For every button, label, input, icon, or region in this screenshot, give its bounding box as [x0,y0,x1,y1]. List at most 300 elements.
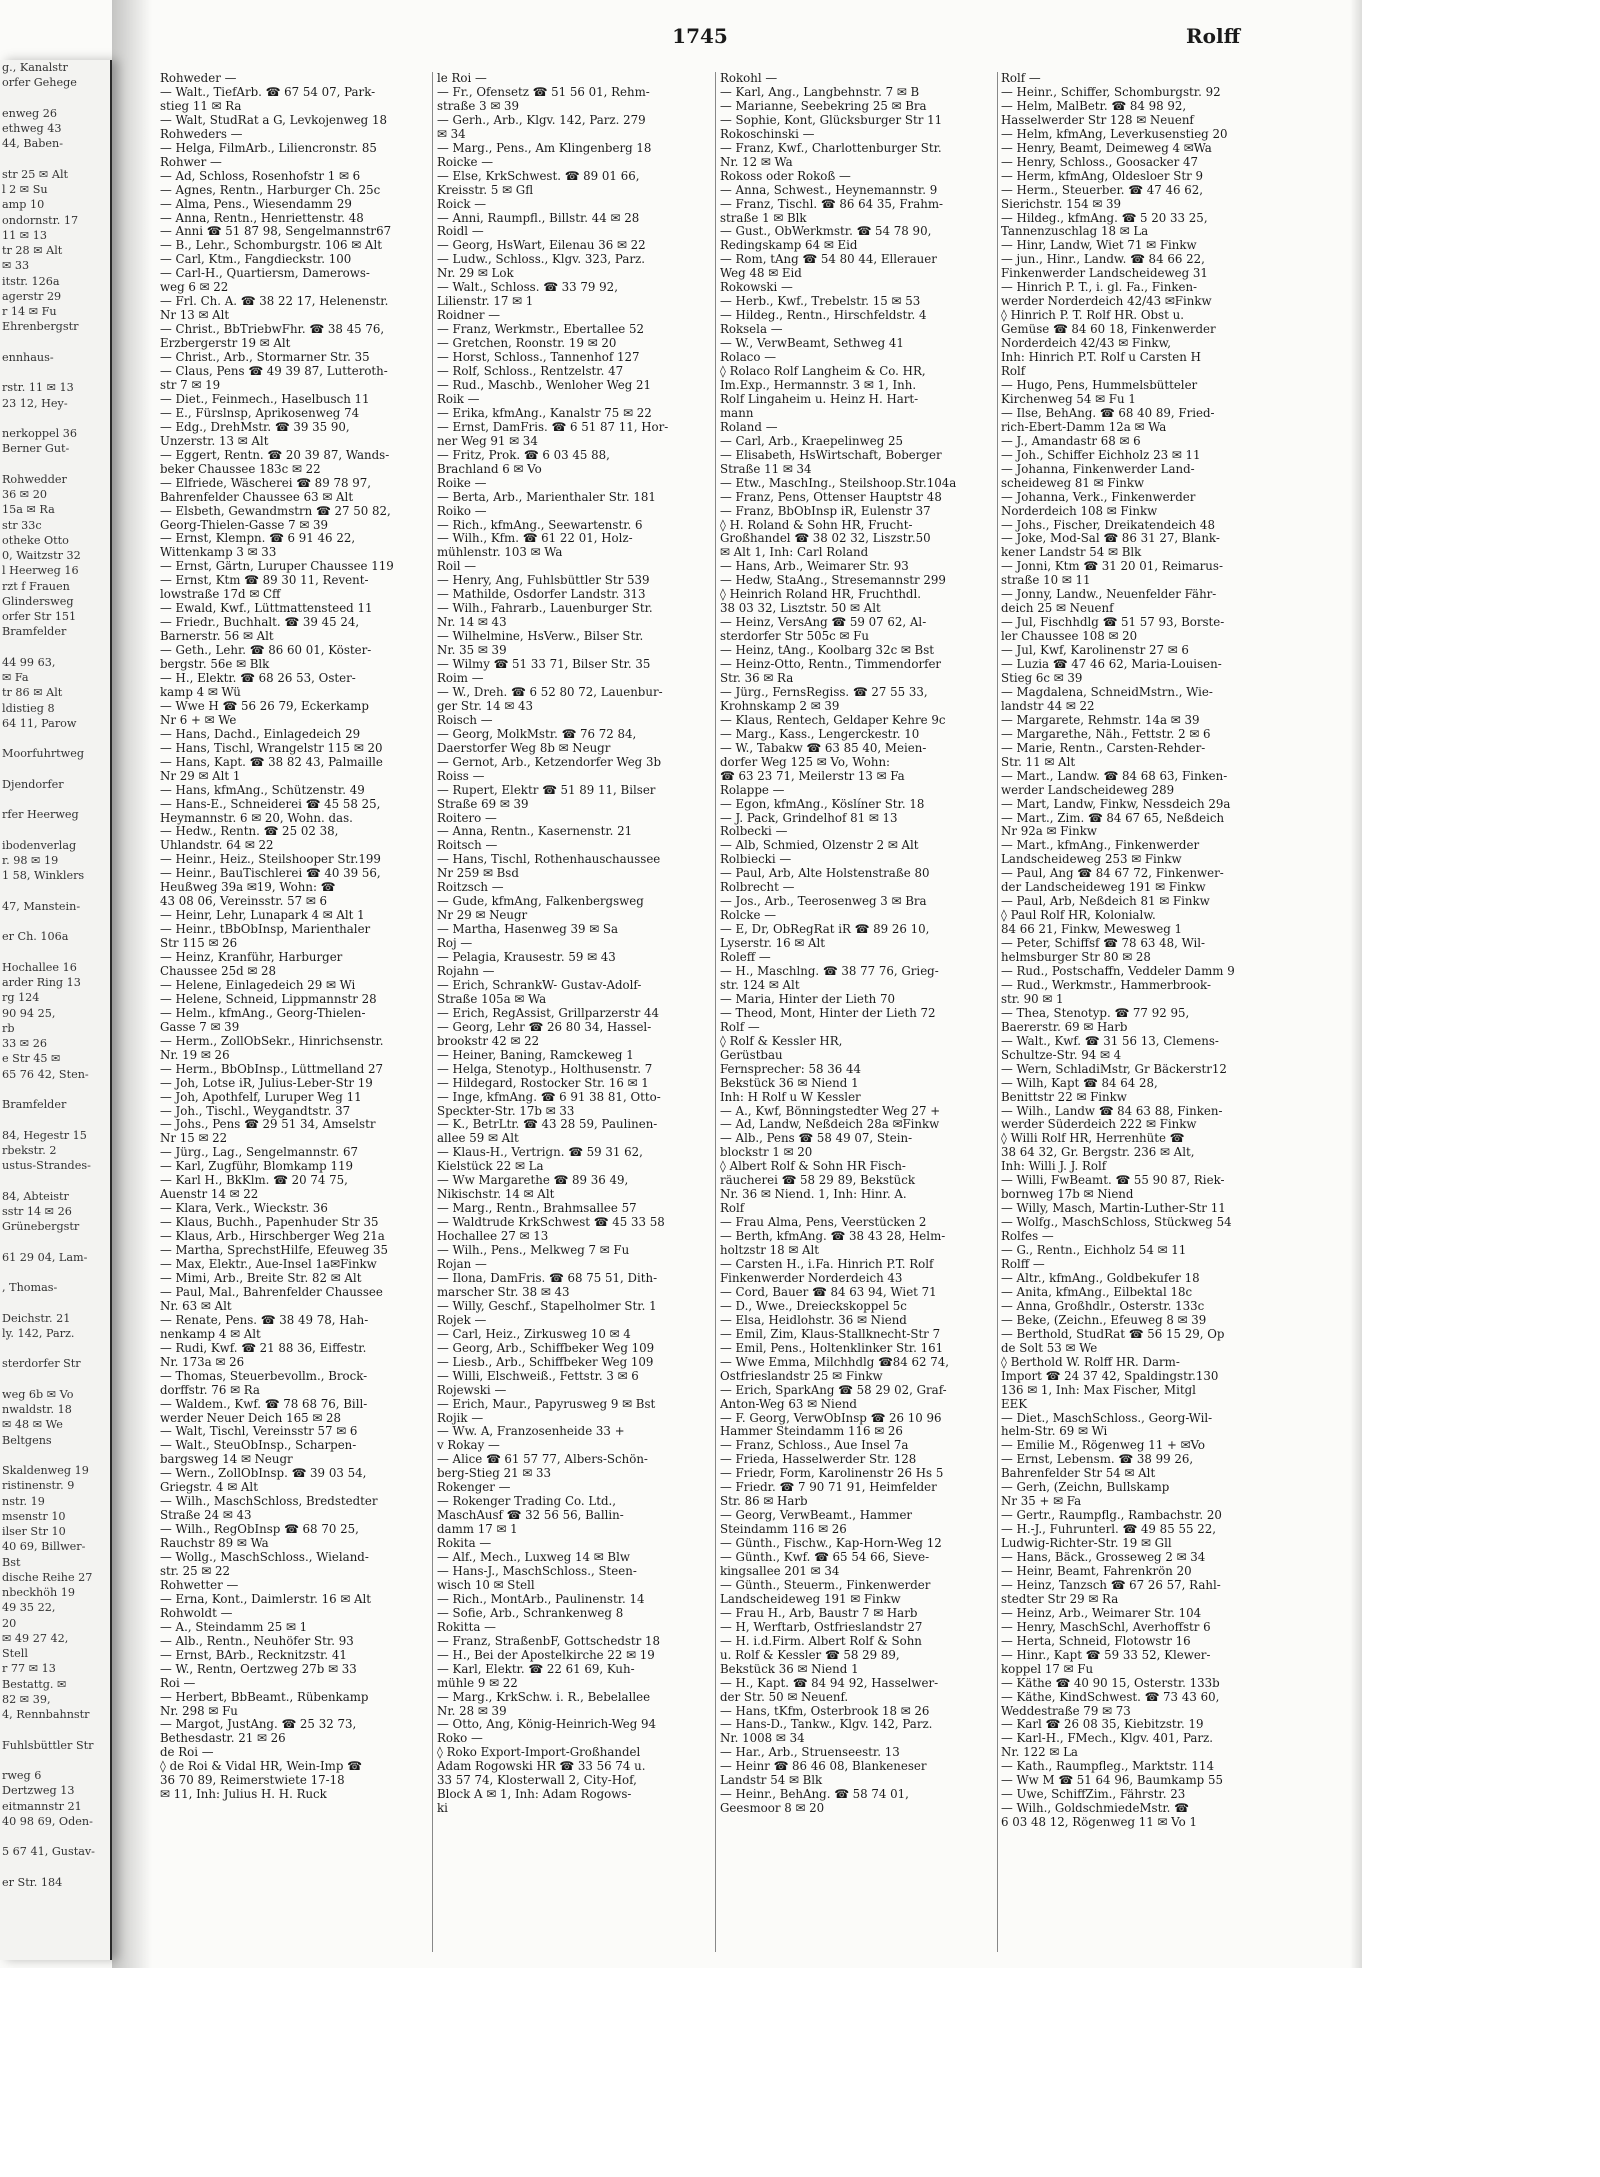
directory-entry-line: — Karl H., BkKlm. ☎ 20 74 75, [160,1174,348,1188]
directory-entry-line: — Emilie M., Rögenweg 11 + ✉Vo [1001,1439,1206,1453]
directory-entry-line: — Mart., Landw. ☎ 84 68 63, Finken- [1001,769,1228,783]
directory-entry-line: — Rokenger Trading Co. Ltd., [437,1495,616,1509]
directory-entry-line: — Wilmy ☎ 51 33 71, Bilser Str. 35 [437,658,651,672]
directory-entry-line: Str 115 ✉ 26 [160,937,238,951]
directory-entry-line: — Egon, kfmAng., Köslíner Str. 18 [720,797,925,811]
directory-entry-line: — Helga, FilmArb., Liliencronstr. 85 [160,141,377,155]
directory-entry-line: Heußweg 39a ✉19, Wohn: ☎ [160,881,336,895]
previous-page-line: rzt f Frauen [2,579,70,593]
previous-page-line: Fuhlsbüttler Str [2,1738,94,1752]
directory-entry-line: — Berthold, StudRat ☎ 56 15 29, Op [1001,1327,1225,1341]
previous-page-line: ustus-Strandes- [2,1159,91,1172]
column-rule [432,72,433,1952]
previous-page-line: ilser Str 10 [2,1525,66,1538]
directory-entry-line: Roiss — [437,769,485,783]
directory-entry-line: — Diet., MaschSchloss., Georg-Wil- [1001,1411,1213,1425]
directory-entry-line: — Anni ☎ 51 87 98, Sengelmannstr67 [160,225,392,239]
directory-entry-line: Daerstorfer Weg 8b ✉ Neugr [437,741,611,755]
directory-entry-line: — Joh, Lotse iR, Julius-Leber-Str 19 [160,1076,373,1090]
directory-entry-line: Ludwig-Richter-Str. 19 ✉ Gll [1001,1537,1172,1551]
directory-entry-line: kener Landstr 54 ✉ Blk [1001,546,1142,560]
directory-entry-line: Straße 69 ✉ 39 [437,797,529,811]
directory-entry-line: — K., BetrLtr. ☎ 43 28 59, Paulinen- [437,1118,658,1132]
directory-entry-line: Unzerstr. 13 ✉ Alt [160,434,269,448]
previous-page-line [0,914,110,929]
previous-page-line: nwaldstr. 18 [2,1403,72,1416]
previous-page-line: Bramfelder [2,1098,67,1111]
directory-entry-line: Roland — [720,420,778,434]
directory-entry-line: — Fritz, Prok. ☎ 6 03 45 88, [437,448,610,462]
directory-entry-line: Wittenkamp 3 ✉ 33 [160,546,277,560]
directory-entry-line: — Klaus, Buchh., Papenhuder Str 35 [160,1216,379,1230]
directory-entry-line: Kielstück 22 ✉ La [437,1160,544,1174]
directory-entry-line: Straße 105a ✉ Wa [437,992,547,1006]
directory-entry-line: — Frl. Ch. A. ☎ 38 22 17, Helenenstr. [160,295,389,309]
previous-page-line: 44, Baben- [2,137,64,151]
previous-page-line [0,1234,110,1249]
directory-entry-line: — Heinz, tAng., Koolbarg 32c ✉ Bst [720,644,935,658]
previous-page-line [0,1112,110,1127]
directory-entry-line: — Hans-D., Tankw., Klgv. 142, Parz. [720,1718,933,1732]
directory-entry-line: Roim — [437,671,484,685]
previous-page-line [0,1753,110,1768]
directory-entry-line: — Rom, tAng ☎ 54 80 44, Ellerauer [720,253,937,267]
directory-entry-line: — Hedw, StaAng., Stresemannstr 299 [720,574,946,588]
directory-entry-line: Rohwoldt — [160,1606,233,1620]
directory-entry-line: scheideweg 81 ✉ Finkw [1001,476,1145,490]
directory-entry-line: Inh: Hinrich P.T. Rolf u Carsten H [1001,351,1201,365]
directory-entry-line: — Käthe, KindSchwest. ☎ 73 43 60, [1001,1690,1220,1704]
previous-page-line: rg 124 [2,991,40,1005]
directory-entry-line: bargsweg 14 ✉ Neugr [160,1453,293,1467]
directory-entry-line: — Diet., Feinmech., Haselbusch 11 [160,392,370,406]
directory-entry-line: Rolf Lingaheim u. Heinz H. Hart- [720,392,919,406]
directory-entry-line: — Anna, Schwest., Heynemannstr. 9 [720,183,938,197]
directory-entry-line: — Mart., Zim. ☎ 84 67 65, Neßdeich [1001,811,1225,825]
directory-entry-line: — Karl-H., FMech., Klgv. 401, Parz. [1001,1732,1213,1746]
directory-entry-line: Inh: H Rolf u W Kessler [720,1090,861,1104]
directory-entry-line: — Wilhelmine, HsVerw., Bilser Str. [437,630,644,644]
directory-entry-line: — Wwe Emma, Milchhdlg ☎84 62 74, [720,1355,950,1369]
previous-page-line: 11 ✉ 13 [2,228,47,242]
running-head: Rolff [1186,24,1240,48]
previous-page-line: rb [2,1021,15,1035]
directory-entry-line: — Hans, kfmAng., Schützenstr. 49 [160,783,365,797]
directory-entry-line: — D., Wwe., Dreieckskoppel 5c [720,1299,907,1313]
directory-entry-line: Nr 35 + ✉ Fa [1001,1495,1082,1509]
directory-entry-line: — Herm., BbObInsp., Lüttmelland 27 [160,1062,384,1076]
directory-entry-line: — Jürg., FernsRegiss. ☎ 27 55 33, [720,685,928,699]
directory-entry-line: Fernsprecher: 58 36 44 [720,1062,862,1076]
directory-entry-line: — Alb, Schmied, Olzenstr 2 ✉ Alt [720,839,919,853]
directory-entry-line: — H., Bei der Apostelkirche 22 ✉ 19 [437,1648,655,1662]
directory-entry-line: — Walt, Tischl, Vereinsstr 57 ✉ 6 [160,1425,358,1439]
directory-entry-line: — Rud., Maschb., Wenloher Weg 21 [437,378,652,392]
directory-entry-line: Tannenzuschlag 18 ✉ La [1001,225,1149,239]
directory-entry-line: — Ernst, Klempn. ☎ 6 91 46 22, [160,532,356,546]
previous-page-line: ldistieg 8 [2,701,55,715]
directory-entry-line: — Franz, Pens, Ottenser Hauptstr 48 [720,490,942,504]
directory-entry-line: — W., VerwBeamt, Sethweg 41 [720,337,904,351]
directory-entry-line: sterdorfer Str 505c ✉ Fu [720,630,869,644]
previous-page-line: Beltgens [2,1433,52,1447]
directory-entry-line: str. 124 ✉ Alt [720,978,800,992]
directory-entry-line: Str. 11 ✉ Alt [1001,755,1076,769]
directory-entry-line: — Elisabeth, HsWirtschaft, Boberger [720,448,942,462]
directory-entry-line: Nikischstr. 14 ✉ Alt [437,1188,555,1202]
directory-column-1 [160,72,428,1952]
directory-entry-line: — Klara, Verk., Wieckstr. 36 [160,1202,328,1216]
previous-page-line [0,1722,110,1737]
directory-entry-line: — Ernst, DamFris. ☎ 6 51 87 11, Hor- [437,420,669,434]
directory-entry-line: — Anna, Großhdlr., Osterstr. 133c [1001,1299,1205,1313]
directory-entry-line: weg 6 ✉ 22 [160,281,229,295]
directory-entry-line: — Helga, Stenotyp., Holthusenstr. 7 [437,1062,653,1076]
directory-column-3 [720,72,992,1952]
directory-entry-line: — Wern., ZollObInsp. ☎ 39 03 54, [160,1467,367,1481]
directory-entry-line: Redingskamp 64 ✉ Eid [720,239,858,253]
directory-entry-line: Str. 36 ✉ Ra [720,671,794,685]
previous-page-line: otheke Otto [2,533,69,547]
previous-page-line [0,1372,110,1387]
directory-entry-line: — Walt, StudRat a G, Levkojenweg 18 [160,113,387,127]
directory-entry-line: — Frau H., Arb, Baustr 7 ✉ Harb [720,1606,918,1620]
directory-entry-line: Schultze-Str. 94 ✉ 4 [1001,1048,1122,1062]
directory-entry-line: Roidner — [437,309,501,323]
directory-entry-line: Rojek — [437,1313,487,1327]
directory-entry-line: — Willy, Geschf., Stapelholmer Str. 1 [437,1299,657,1313]
directory-entry-line: — Johanna, Finkenwerder Land- [1001,462,1195,476]
directory-entry-line: — Helene, Schneid, Lippmannstr 28 [160,992,377,1006]
directory-entry-line: Rolbrecht — [720,881,795,895]
directory-entry-line: — Joh., Schiffer Eichholz 23 ✉ 11 [1001,448,1201,462]
previous-page-line: ennhaus- [2,350,54,364]
directory-entry-line: — Joh., Tischl., Weygandtstr. 37 [160,1104,351,1118]
directory-entry-line: Nr. 1008 ✉ 34 [720,1732,805,1746]
directory-entry-line: — Henry, Schloss., Goosacker 47 [1001,155,1199,169]
directory-entry-line: — Herbert, BbBeamt., Rübenkamp [160,1690,369,1704]
previous-page-line: 33 ✉ 26 [2,1037,47,1050]
directory-entry-line: — Wilh., Pens., Melkweg 7 ✉ Fu [437,1244,630,1258]
directory-entry-line: — Rudi, Kwf. ☎ 21 88 36, Eiffestr. [160,1341,367,1355]
directory-entry-line: — Elfriede, Wäscherei ☎ 89 78 97, [160,476,371,490]
previous-page-line [0,91,110,106]
directory-entry-line: Erzbergerstr 19 ✉ Alt [160,337,291,351]
previous-page-line: 0, Waitzstr 32 [2,549,81,562]
directory-entry-line: — Johanna, Verk., Finkenwerder [1001,490,1196,504]
directory-entry-line: — Heinr ☎ 86 46 08, Blankeneser [720,1760,927,1774]
directory-entry-line: — Willi, Elschweiß., Fettstr. 3 ✉ 6 [437,1369,639,1383]
previous-page-line [0,1341,110,1356]
directory-entry-line: — Hildeg., Rentn., Hirschfeldstr. 4 [720,309,927,323]
directory-entry-line: — H. i.d.Firm. Albert Rolf & Sohn [720,1634,922,1648]
directory-entry-line: bornweg 17b ✉ Niend [1001,1188,1134,1202]
previous-page-line: 40 69, Billwer- [2,1540,86,1554]
previous-page-line: 44 99 63, [2,655,56,669]
directory-entry-line: Hasselwerder Str 128 ✉ Neuenf [1001,113,1194,127]
directory-entry-line: — Mart., kfmAng., Finkenwerder [1001,839,1200,853]
directory-entry-line: — Klaus-H., Vertrign. ☎ 59 31 62, [437,1146,643,1160]
directory-entry-line: — Friedr., Buchhalt. ☎ 39 45 24, [160,616,360,630]
directory-entry-line: Nr 13 ✉ Alt [160,309,230,323]
directory-entry-line: Lilienstr. 17 ✉ 1 [437,295,534,309]
previous-page-line: Dertzweg 13 [2,1784,75,1798]
directory-entry-line: — Waldem., Kwf. ☎ 78 68 76, Bill- [160,1397,368,1411]
directory-entry-line: — Hans, Tischl, Rothenhauschaussee [437,853,661,867]
directory-entry-line: stieg 11 ✉ Ra [160,99,242,113]
previous-page-line: er Ch. 106a [2,930,69,944]
directory-entry-line: — Heinz, Tanzsch ☎ 67 26 57, Rahl- [1001,1578,1221,1592]
directory-entry-line: Landscheideweg 191 ✉ Finkw [720,1592,901,1606]
directory-entry-line: — Thea, Stenotyp. ☎ 77 92 95, [1001,1006,1190,1020]
directory-entry-line: der Landscheideweg 191 ✉ Finkw [1001,881,1206,895]
directory-entry-line: — Martha, Hasenweg 39 ✉ Sa [437,923,619,937]
directory-entry-line: — Jul, Fischhdlg ☎ 51 57 93, Borste- [1001,616,1225,630]
directory-entry-line: ☎ 63 23 71, Meilerstr 13 ✉ Fa [720,769,905,783]
directory-entry-line: — Rud., Postschaffn, Veddeler Damm 9 [1001,965,1235,978]
directory-entry-line: Norderdeich 108 ✉ Finkw [1001,504,1158,518]
directory-entry-line: Adam Rogowski HR ☎ 33 56 74 u. [437,1760,646,1774]
directory-entry-line: Nr. 29 ✉ Lok [437,267,514,281]
directory-entry-line: Finkenwerder Norderdeich 43 [720,1271,903,1285]
directory-entry-line: Nr 259 ✉ Bsd [437,867,519,881]
previous-page-line: itstr. 126a [2,274,60,288]
directory-entry-line: — Margarethe, Näh., Fettstr. 2 ✉ 6 [1001,727,1211,741]
directory-entry-line: — Emil, Zim, Klaus-Stallknecht-Str 7 [720,1327,941,1341]
directory-entry-line: — Magdalena, SchneidMstrn., Wie- [1001,685,1213,699]
previous-page-line: l 2 ✉ Su [2,183,48,196]
directory-entry-line: — Helm, MalBetr. ☎ 84 98 92, [1001,99,1187,113]
previous-page-line: rweg 6 [2,1769,42,1782]
directory-entry-line: Roitsch — [437,839,498,853]
directory-entry-line: Rolcke — [720,909,777,923]
directory-entry-line: Rohweder — [160,72,237,85]
directory-entry-line: Rolappe — [720,783,785,797]
directory-entry-line: — Karl, Zugführ, Blomkamp 119 [160,1160,353,1174]
previous-page-line: str 33c [2,518,42,532]
directory-entry-line: — Anna, Rentn., Henriettenstr. 48 [160,211,364,225]
previous-page-line: nstr. 19 [2,1494,45,1508]
directory-entry-line: — Franz, StraßenbF, Gottschedstr 18 [437,1634,661,1648]
directory-entry-line: — Henry, Ang, Fuhlsbüttler Str 539 [437,574,650,588]
directory-entry-line: — Berth, kfmAng. ☎ 38 43 28, Helm- [720,1230,946,1244]
directory-entry-line: — Paul, Ang ☎ 84 67 72, Finkenwer- [1001,867,1224,881]
directory-entry-line: — Georg, MolkMstr. ☎ 76 72 84, [437,727,637,741]
directory-entry-line: Block A ✉ 1, Inh: Adam Rogows- [437,1788,632,1802]
directory-entry-line: — Fr., Ofensetz ☎ 51 56 01, Rehm- [437,85,650,99]
previous-page-line: Glindersweg [2,594,74,608]
previous-page-line: tr 28 ✉ Alt [2,244,63,257]
directory-entry-line: Roiko — [437,504,487,518]
page-edge-shadow [1350,0,1362,1968]
directory-entry-line: 36 70 89, Reimerstwiete 17-18 [160,1774,345,1788]
directory-entry-line: de Roi — [160,1746,214,1760]
directory-entry-line: — Gerh., Arb., Klgv. 142, Parz. 279 [437,113,646,127]
directory-entry-line: Roisch — [437,713,493,727]
previous-page-line [0,884,110,899]
directory-entry-line: Rolf — [1001,72,1041,85]
directory-entry-line: — Franz, Tischl. ☎ 86 64 35, Frahm- [720,197,943,211]
directory-entry-line: Rolf [1001,365,1026,379]
directory-entry-line: marscher Str. 38 ✉ 43 [437,1285,570,1299]
directory-entry-line: — Erna, Kont., Daimlerstr. 16 ✉ Alt [160,1592,372,1606]
directory-entry-line: — Marg., KrkSchw. i. R., Bebelallee [437,1690,651,1704]
directory-entry-line: ◊ Heinrich Roland HR, Fruchthdl. [720,588,921,602]
previous-page-line [0,762,110,777]
directory-entry-line: — Walt., SteuObInsp., Scharpen- [160,1439,357,1453]
directory-entry-line: — Alb., Pens ☎ 58 49 07, Stein- [720,1132,913,1146]
directory-entry-line: deich 25 ✉ Neuenf [1001,602,1114,616]
directory-entry-line: — Carl-H., Quartiersm, Damerows- [160,267,370,281]
directory-entry-line: — Liesb., Arb., Schiffbeker Weg 109 [437,1355,654,1369]
directory-entry-line: ◊ Hinrich P. T. Rolf HR. Obst u. [1001,309,1184,323]
directory-entry-line: — Heinz, Arb., Weimarer Str. 104 [1001,1606,1202,1620]
directory-entry-line: — Inge, kfmAng. ☎ 6 91 38 81, Otto- [437,1090,661,1104]
directory-entry-line: dorfer Weg 125 ✉ Vo, Wohn: [720,755,891,769]
page-header [160,24,1240,54]
directory-entry-line: — Hinrich P. T., i. gl. Fa., Finken- [1001,281,1198,295]
previous-page-line: Bst [2,1555,21,1569]
directory-column-2 [437,72,709,1952]
previous-page-line: amp 10 [2,198,45,212]
directory-entry-line: Griegstr. 4 ✉ Alt [160,1481,258,1495]
directory-entry-line: — Franz, BbObInsp iR, Eulenstr 37 [720,504,931,518]
directory-entry-line: — Johs., Fischer, Dreikatendeich 48 [1001,518,1215,532]
directory-entry-line: — Franz, Schloss., Aue Insel 7a [720,1439,909,1453]
previous-page-line: r 14 ✉ Fu [2,305,57,318]
previous-page-line: er Str. 184 [2,1875,63,1889]
directory-entry-line: — Carsten H., i.Fa. Hinrich P.T. Rolf [720,1258,934,1272]
directory-entry-line: Norderdeich 42/43 ✉ Finkw, [1001,337,1172,351]
directory-entry-line: — A., Kwf, Bönningstedter Weg 27 + [720,1104,941,1118]
directory-entry-line: — Johs., Pens ☎ 29 51 34, Amselstr [160,1118,376,1132]
previous-page-line [0,152,110,167]
directory-entry-line: — Paul, Arb, Alte Holstenstraße 80 [720,867,930,881]
directory-entry-line: Rolbiecki — [720,853,792,867]
directory-entry-line: — B., Lehr., Schomburgstr. 106 ✉ Alt [160,239,382,253]
previous-page-line: Bramfelder [2,625,67,639]
directory-entry-line: Nr 6 + ✉ We [160,713,237,727]
previous-page-line: weg 6b ✉ Vo [2,1387,74,1401]
directory-entry-line: damm 17 ✉ 1 [437,1523,518,1537]
directory-entry-line: berg-Stieg 21 ✉ 33 [437,1467,551,1481]
directory-entry-line: Sierichstr. 154 ✉ 39 [1001,197,1122,211]
previous-page-line [0,1829,110,1844]
directory-entry-line: ✉ 34 [437,127,466,141]
directory-entry-line: Weddestraße 79 ✉ 73 [1001,1704,1131,1718]
directory-entry-line: — Gust., ObWerkmstr. ☎ 54 78 90, [720,225,932,239]
previous-page-line: r 77 ✉ 13 [2,1662,56,1676]
directory-entry-line: Im.Exp., Hermannstr. 3 ✉ 1, Inh. [720,378,917,392]
directory-entry-line: — Sofie, Arb., Schrankenweg 8 [437,1606,624,1620]
directory-entry-line: Nr 92a ✉ Finkw [1001,825,1097,839]
directory-entry-line: blockstr 1 ✉ 20 [720,1146,813,1160]
directory-entry-line: — Friedr. ☎ 7 90 71 91, Heimfelder [720,1481,937,1495]
directory-entry-line: ◊ Albert Rolf & Sohn HR Fisch- [720,1160,906,1174]
directory-entry-line: holtzstr 18 ✉ Alt [720,1244,820,1258]
previous-page-line: g., Kanalstr [2,61,68,74]
directory-entry-line: — Ludw., Schloss., Klgv. 323, Parz. [437,253,645,267]
directory-entry-line: Benittstr 22 ✉ Finkw [1001,1090,1127,1104]
directory-entry-line: — Wollg., MaschSchloss., Wieland- [160,1551,369,1565]
directory-entry-line: beker Chaussee 183c ✉ 22 [160,462,321,476]
directory-entry-line: — Maria, Hinter der Lieth 70 [720,992,895,1006]
directory-entry-line: — Rich., kfmAng., Seewartenstr. 6 [437,518,643,532]
previous-page-line: 1 58, Winklers [2,869,85,883]
directory-entry-line: — Agnes, Rentn., Harburger Ch. 25c [160,183,381,197]
directory-entry-line: — Hans, Dachd., Einlagedeich 29 [160,727,361,741]
directory-entry-line: Roicke — [437,155,494,169]
directory-entry-line: Roitero — [437,811,497,825]
directory-entry-line: Rauchstr 89 ✉ Wa [160,1537,269,1551]
directory-entry-line: Rojahn — [437,965,495,978]
directory-entry-line: str 7 ✉ 19 [160,378,221,392]
directory-entry-line: Roleff — [720,951,771,965]
directory-entry-line: Brachland 6 ✉ Vo [437,462,542,476]
directory-entry-line: — Edg., DrehMstr. ☎ 39 35 90, [160,420,350,434]
directory-entry-line: — Klaus, Rentech, Geldaper Kehre 9c [720,713,946,727]
directory-entry-line: — Alice ☎ 61 57 77, Albers-Schön- [437,1453,648,1467]
previous-page-line: 23 12, Hey- [2,396,68,410]
directory-entry-line: Nr 15 ✉ 22 [160,1132,228,1146]
directory-entry-line: Anton-Weg 63 ✉ Niend [720,1397,857,1411]
directory-entry-line: Landscheideweg 253 ✉ Finkw [1001,853,1182,867]
directory-entry-line: — Jonny, Landw., Neuenfelder Fähr- [1001,588,1217,602]
directory-entry-line: — Otto, Ang, König-Heinrich-Weg 94 [437,1718,657,1732]
directory-entry-line: nenkamp 4 ✉ Alt [160,1327,261,1341]
directory-entry-line: — Anna, Rentn., Kasernenstr. 21 [437,825,633,839]
directory-entry-line: Hochallee 27 ✉ 13 [437,1230,549,1244]
previous-page-line: tr 86 ✉ Alt [2,686,63,700]
previous-page-line: 84, Abteistr [2,1189,69,1203]
directory-entry-line: — Käthe ☎ 40 90 15, Osterstr. 133b [1001,1676,1220,1690]
directory-entry-line: Rokita — [437,1537,492,1551]
directory-entry-line: — Renate, Pens. ☎ 38 49 78, Hah- [160,1313,369,1327]
directory-entry-line: — Sophie, Kont, Glücksburger Str 11 [720,113,943,127]
previous-page-line: Berner Gut- [2,442,70,456]
directory-entry-line: Nr. 122 ✉ La [1001,1746,1078,1760]
directory-entry-line: der Str. 50 ✉ Neuenf. [720,1690,849,1704]
directory-entry-line: — F. Georg, VerwObInsp ☎ 26 10 96 [720,1411,942,1425]
previous-page-line [0,335,110,350]
directory-entry-line: — Ilse, BehAng. ☎ 68 40 89, Fried- [1001,406,1215,420]
directory-entry-line: Barnerstr. 56 ✉ Alt [160,630,274,644]
directory-entry-line: — Peter, Schiffsf ☎ 78 63 48, Wil- [1001,937,1206,951]
previous-page-line: Ehrenbergstr [2,320,79,334]
previous-page-line: 47, Manstein- [2,899,81,913]
directory-entry-line: u. Rolf & Kessler ☎ 58 29 89, [720,1648,900,1662]
previous-page-line [0,411,110,426]
directory-entry-line: Roil — [437,560,477,574]
directory-entry-line: Ostfrieslandstr 25 ✉ Finkw [720,1369,883,1383]
directory-entry-line: Rolf [720,1202,745,1216]
previous-page-line: 65 76 42, Sten- [2,1067,89,1081]
directory-entry-line: Kreisstr. 5 ✉ Gfl [437,183,534,197]
directory-entry-line: helm-Str. 69 ✉ Wi [1001,1425,1108,1439]
previous-page-line: ly. 142, Parz. [2,1326,75,1340]
directory-entry-line: ◊ Rolaco Rolf Langheim & Co. HR, [720,365,926,379]
previous-page-line: Moorfuhrtweg [2,747,85,761]
previous-page-line: agerstr 29 [2,289,62,303]
directory-entry-line: — Wilh., Landw ☎ 84 63 88, Finken- [1001,1104,1223,1118]
directory-entry-line: Roitzsch — [437,881,504,895]
previous-page-line: dische Reihe 27 [2,1570,93,1584]
directory-entry-line: — Ww M ☎ 51 64 96, Baumkamp 55 [1001,1774,1223,1788]
previous-page-line: rbekstr. 2 [2,1143,57,1157]
directory-entry-line: Rohwer — [160,155,222,169]
directory-entry-line: 33 57 74, Klosterwall 2, City-Hof, [437,1774,637,1788]
directory-entry-line: — Friedr, Form, Karolinenstr 26 Hs 5 [720,1467,944,1481]
